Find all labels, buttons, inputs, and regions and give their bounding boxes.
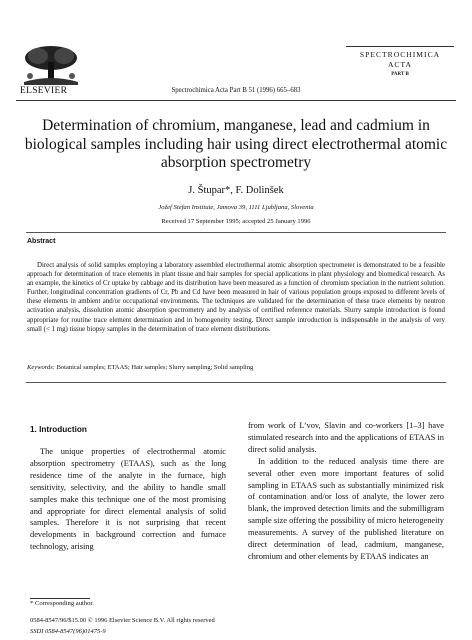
masthead-rule <box>346 46 454 47</box>
corresponding-author-footnote: * Corresponding author. <box>30 600 94 607</box>
article-authors: J. Štupar*, F. Dolinšek <box>188 185 284 196</box>
article-title: Determination of chromium, manganese, lead and cadmium in biological samples including hair using direct electrothermal atomic absorption spectrometry <box>24 117 448 172</box>
keywords-line <box>27 364 445 371</box>
footnote-divider <box>30 598 90 599</box>
header-divider <box>16 100 456 101</box>
journal-citation: Spectrochimica Acta Part B 51 (1996) 665–683 <box>171 87 301 94</box>
journal-part: PART B <box>391 72 409 77</box>
keywords-label: Keywords: <box>27 364 55 371</box>
ssdi-line: SSDI 0584-8547(96)01475-9 <box>30 628 106 635</box>
elsevier-tree-logo-icon <box>16 44 86 86</box>
received-dates: Received 17 September 1995; accepted 25 January 1996 <box>161 218 311 225</box>
abstract-top-divider <box>26 232 446 233</box>
journal-masthead <box>346 46 454 77</box>
publisher-name: ELSEVIER <box>20 86 68 96</box>
abstract-heading: Abstract <box>27 238 56 245</box>
journal-name-line1: SPECTROCHIMICA <box>359 50 441 59</box>
journal-name-line2: ACTA <box>387 60 413 69</box>
section-heading-introduction: 1. Introduction <box>30 425 87 434</box>
author-affiliation: Jožef Stefan Institute, Jamova 39, 1111 Ljubljana, Slovenia <box>158 204 314 211</box>
keywords-list: Botanical samples; ETAAS; Hair samples; Slurry sampling; Solid sampling <box>56 364 254 371</box>
keywords-bottom-divider <box>26 382 446 383</box>
right-column-paragraph-1: from work of L’vov, Slavin and co-workers [1–3] have stimulated research into and the applications of ETAAS in direct solid analysis. <box>248 421 444 454</box>
abstract-text: Direct analysis of solid samples employing a laboratory assembled electrothermal atomic absorption spectrometer is demonstrated to be a feasible approach for determination of trace elements in plant tissue and hair samples for special applications in plant physiology and biomedical research. As an example, the kinetics of Cr uptake by cabbage and its distribution have been measured as a function of chromium speciation in the nutrient solution. Further, longitudinal concentration gradients of Cr, Pb and Cd have been measured in hair of various population groups exposed to different levels of these elements in ambient and/or occupational environments. The techniques are validated for the determination of these trace elements by neutron activation analysis, dissolution atomic absorption spectrometry and by analysis of certified reference materials. Slurry sample introduction is found appropriate for routine trace element determination and in homogeneity testing. Direct sample introduction is indispensable in the analysis of very small (< 1 mg) tissue biopsy samples in the determination of trace element distributions. <box>27 262 445 333</box>
copyright-line: 0584-8547/96/$15.00 © 1996 Elsevier Science B.V. All rights reserved <box>30 617 215 624</box>
left-column <box>30 446 226 553</box>
right-column <box>248 420 444 563</box>
left-column-paragraph: The unique properties of electrothermal atomic absorption spectrometry (ETAAS), such as the long residence time of the analyte in the furnace, high sensitivity, selectivity, and the ability to handle small samples make this technique one of the most promising and appropriate for direct elemental analysis of solid samples. Therefore it is not surprising that recent developments in background correction and furnace technology, arising <box>30 447 226 552</box>
right-column-paragraph-2: In addition to the reduced analysis time there are several other even more important features of solid sampling in ETAAS such as substantially minimized risk of contamination and/or loss of analyte, the lower zero blank, the improved detection limits and the submilligram sample size offering the possibility of micro heterogeneity measurements. A survey of the published literature on direct determination of lead, cadmium, manganese, chromium and other elements by ETAAS indicates an <box>248 456 444 561</box>
